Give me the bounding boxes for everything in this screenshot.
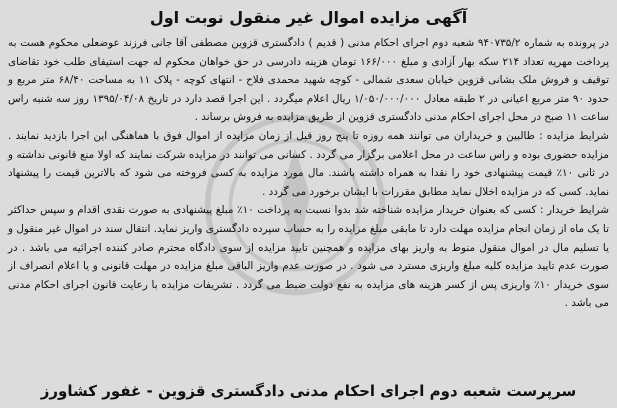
notice-signature: سرپرست شعبه دوم اجرای احکام مدنی دادگستری قزوین - غفور کشاورز: [40, 382, 577, 400]
notice-title: آگهی مزایده اموال غیر منقول نوبت اول: [149, 8, 468, 27]
paragraph-auction-conditions: شرایط مزایده : طالبین و خریداران می توانند همه روزه تا پنج روز قبل از زمان مزایده از اموال فوق با هماهنگی این اجرا بازدید نمایند . مزایده حضوری بوده و راس ساعت در محل اعلامی برگزار می گردد . کسانی می توانند در مزایده شرکت نمایند که اولا منع قانونی نداشته و در ثانی ۱۰٪ قیمت پیشنهادی خود را نقدا به همراه داشته باشند. مال مورد مزایده به کسی فروخته می شود که بالاترین قیمت را پیشنهاد نماید. کسی که در مزایده اخلال نماید مطابق مقررات با ایشان برخورد می گردد .: [8, 129, 609, 198]
paragraph-buyer-conditions: شرایط خریدار : کسی که بعنوان خریدار مزایده شناخته شد بدوا نسبت به پرداخت ۱۰٪ مبلغ پیشنهادی به صورت نقدی اقدام و سپس حداکثر تا یک ماه از زمان انجام مزایده مهلت دارد تا مابقی مبلغ مزایده را به حساب سپرده دادگستری واریز نماید. انتقال سند در اموال غیر منقول و یا تسلیم مال در اموال منقول منوط به واریز بهای مزایده و همچنین تایید مزایده از سوی دادگاه محترم صادر کننده اجرائیه می باشد . در صورت عدم تایید مزایده کلیه مبلغ واریزی مسترد می شود . در صورت عدم واریز الباقی مبلغ مزایده در مهلت قانونی و یا اعلام انصراف از سوی خریدار ۱۰٪ واریزی پس از کسر هزینه های مزایده به نفع دولت ضبط می گردد . تشریفات مزایده با رعایت قانون اجرای احکام مدنی می باشد .: [8, 204, 609, 310]
paragraph-case-details: در پرونده به شماره ۹۴۰۷۳۵/۲ شعبه دوم اجرای احکام مدنی ( قدیم ) دادگستری قزوین مصطفی آقا جانی فرزند عوضعلی محکوم هست به پرداخت مهریه تعداد ۲۱۴ سکه بهار آزادی و مبلغ ۱۶۶/۰۰۰ تومان هزینه دادرسی در حق خواهان محکوم له جهت استیفای طلب خود تقاضای توقیف و فروش ملک بشانی قزوین خیابان سعدی شمالی - کوچه شهید محمدی فلاح - انتهای کوچه - پلاک ۱۱ به مساحت ۶۸/۴۰ متر مربع و حدود ۹۰ متر مربع اعیانی در ۲ طبقه معادل ۱/۰۵۰/۰۰۰/۰۰۰ ریال اعلام میگردد . این اجرا قصد دارد در تاریخ ۱۳۹۵/۰۴/۰۸ روز سه شنبه راس ساعت ۱۱ صبح در محل اجرای احکام مدنی دادگستری قزوین از طریق مزایده به فروش برساند .: [8, 37, 610, 124]
notice-body: [8, 34, 609, 313]
